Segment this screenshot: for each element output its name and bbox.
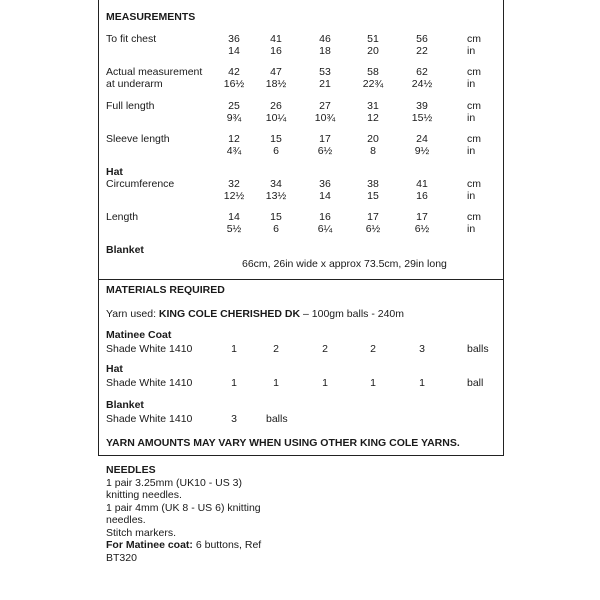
measurement-cm-value: 17: [319, 133, 331, 145]
measurement-in-value: 16½: [223, 78, 245, 90]
measurement-in-value: 6½: [414, 223, 430, 235]
measurement-cm-value: 42: [228, 66, 240, 78]
unit-cm: cm: [467, 66, 481, 78]
yarn-used: [106, 308, 404, 321]
measurement-in-value: 16: [270, 45, 282, 57]
measurement-label: Sleeve length: [106, 133, 170, 145]
measurement-cm-value: 38: [367, 178, 379, 190]
hat-measurements-heading: Hat: [106, 166, 123, 178]
measurement-cm-value: 26: [270, 100, 282, 112]
hat-ball-count: 1: [273, 377, 279, 389]
hat-ball-count: 1: [231, 377, 237, 389]
measurement-cm-value: 14: [228, 211, 240, 223]
blanket-unit: balls: [266, 413, 288, 425]
unit-in: in: [467, 112, 476, 124]
measurement-label: Length: [106, 211, 139, 223]
measurement-cm-value: 24: [416, 133, 428, 145]
measurement-in-value: 13½: [265, 190, 287, 202]
measurement-in-value: 6: [273, 145, 279, 157]
yarn-name: KING COLE CHERISHED DK: [158, 308, 301, 320]
measurement-in-value: 16: [416, 190, 428, 202]
measurement-in-value: 15½: [411, 112, 433, 124]
yarn-prefix: Yarn used:: [106, 308, 159, 320]
measurement-cm-value: 17: [367, 211, 379, 223]
blanket-size: 66cm, 26in wide x approx 73.5cm, 29in long: [242, 258, 447, 270]
measurement-label: at underarm: [106, 78, 163, 90]
needles-line: knitting needles.: [106, 489, 182, 501]
unit-cm: cm: [467, 178, 481, 190]
measurement-cm-value: 46: [319, 33, 331, 45]
measurement-in-value: 14: [228, 45, 240, 57]
measurement-in-value: 12½: [223, 190, 245, 202]
hat-unit: ball: [467, 377, 484, 389]
hat-shade: Shade White 1410: [106, 377, 193, 389]
blanket-shade: Shade White 1410: [106, 413, 193, 425]
measurement-in-value: 6: [273, 223, 279, 235]
measurement-cm-value: 41: [416, 178, 428, 190]
measurement-label: Circumference: [106, 178, 175, 190]
measurement-in-value: 9½: [414, 145, 430, 157]
needles-line: needles.: [106, 514, 146, 526]
coat-ball-count: 1: [231, 343, 237, 355]
measurement-in-value: 12: [367, 112, 379, 124]
blanket-amount: 3: [231, 413, 237, 425]
measurement-in-value: 21: [319, 78, 331, 90]
measurement-cm-value: 15: [270, 211, 282, 223]
hat-ball-count: 1: [322, 377, 328, 389]
measurement-in-value: 18½: [265, 78, 287, 90]
measurement-in-value: 22¾: [362, 78, 384, 90]
measurement-in-value: 6½: [317, 145, 333, 157]
coat-ball-count: 2: [370, 343, 376, 355]
measurement-cm-value: 27: [319, 100, 331, 112]
measurement-cm-value: 31: [367, 100, 379, 112]
measurement-cm-value: 36: [228, 33, 240, 45]
measurement-in-value: 5½: [226, 223, 242, 235]
measurement-cm-value: 62: [416, 66, 428, 78]
coat-ball-count: 3: [419, 343, 425, 355]
needles-line: 1 pair 4mm (UK 8 - US 6) knitting: [106, 501, 261, 514]
measurement-cm-value: 58: [367, 66, 379, 78]
measurement-in-value: 8: [370, 145, 376, 157]
yarn-suffix: – 100gm balls - 240m: [300, 308, 404, 320]
blanket-materials-heading: Blanket: [106, 399, 144, 411]
needles-line: Stitch markers.: [106, 526, 177, 539]
section-divider-top: [98, 279, 503, 280]
measurement-in-value: 9¾: [226, 112, 242, 124]
yarn-warning: YARN AMOUNTS MAY VARY WHEN USING OTHER KING COLE YARNS.: [106, 437, 460, 449]
measurement-cm-value: 16: [319, 211, 331, 223]
unit-cm: cm: [467, 33, 481, 45]
measurement-cm-value: 36: [319, 178, 331, 190]
measurement-cm-value: 25: [228, 100, 240, 112]
measurement-cm-value: 51: [367, 33, 379, 45]
coat-buttons-ref: BT320: [106, 551, 137, 564]
measurement-in-value: 15: [367, 190, 379, 202]
coat-buttons-label: For Matinee coat:: [106, 539, 193, 551]
measurement-in-value: 14: [319, 190, 331, 202]
measurement-cm-value: 15: [270, 133, 282, 145]
measurement-in-value: 20: [367, 45, 379, 57]
measurement-cm-value: 32: [228, 178, 240, 190]
unit-cm: cm: [467, 211, 481, 223]
coat-unit: balls: [467, 343, 489, 355]
needles-line: 1 pair 3.25mm (UK10 - US 3): [106, 476, 242, 489]
unit-cm: cm: [467, 133, 481, 145]
unit-in: in: [467, 223, 476, 235]
needles-heading: NEEDLES: [106, 464, 156, 476]
measurement-cm-value: 41: [270, 33, 282, 45]
measurement-in-value: 10¼: [265, 112, 287, 124]
measurement-in-value: 6¼: [317, 223, 333, 235]
measurement-in-value: 22: [416, 45, 428, 57]
unit-cm: cm: [467, 100, 481, 112]
unit-in: in: [467, 78, 476, 90]
measurement-label: Actual measurement: [106, 66, 203, 78]
measurement-in-value: 24½: [411, 78, 433, 90]
coat-buttons-line: [106, 539, 261, 552]
unit-in: in: [467, 145, 476, 157]
materials-heading: MATERIALS REQUIRED: [106, 284, 225, 296]
hat-materials-heading: Hat: [106, 363, 123, 375]
measurement-cm-value: 56: [416, 33, 428, 45]
measurement-cm-value: 34: [270, 178, 282, 190]
measurement-cm-value: 39: [416, 100, 428, 112]
measurement-cm-value: 47: [270, 66, 282, 78]
coat-ball-count: 2: [273, 343, 279, 355]
coat-ball-count: 2: [322, 343, 328, 355]
unit-in: in: [467, 45, 476, 57]
unit-in: in: [467, 190, 476, 202]
coat-materials-heading: Matinee Coat: [106, 329, 172, 341]
measurement-in-value: 18: [319, 45, 331, 57]
blanket-measurements-heading: Blanket: [106, 244, 144, 256]
measurement-in-value: 4¾: [226, 145, 242, 157]
measurement-label: To fit chest: [106, 33, 157, 45]
measurement-cm-value: 20: [367, 133, 379, 145]
hat-ball-count: 1: [419, 377, 425, 389]
measurement-label: Full length: [106, 100, 155, 112]
measurement-cm-value: 17: [416, 211, 428, 223]
measurement-cm-value: 53: [319, 66, 331, 78]
hat-ball-count: 1: [370, 377, 376, 389]
measurements-heading: MEASUREMENTS: [106, 11, 196, 23]
measurement-cm-value: 12: [228, 133, 240, 145]
needles-section: [106, 464, 261, 564]
coat-shade: Shade White 1410: [106, 343, 193, 355]
coat-buttons-text: 6 buttons, Ref: [192, 539, 262, 551]
measurement-in-value: 10¾: [314, 112, 336, 124]
measurement-in-value: 6½: [365, 223, 381, 235]
